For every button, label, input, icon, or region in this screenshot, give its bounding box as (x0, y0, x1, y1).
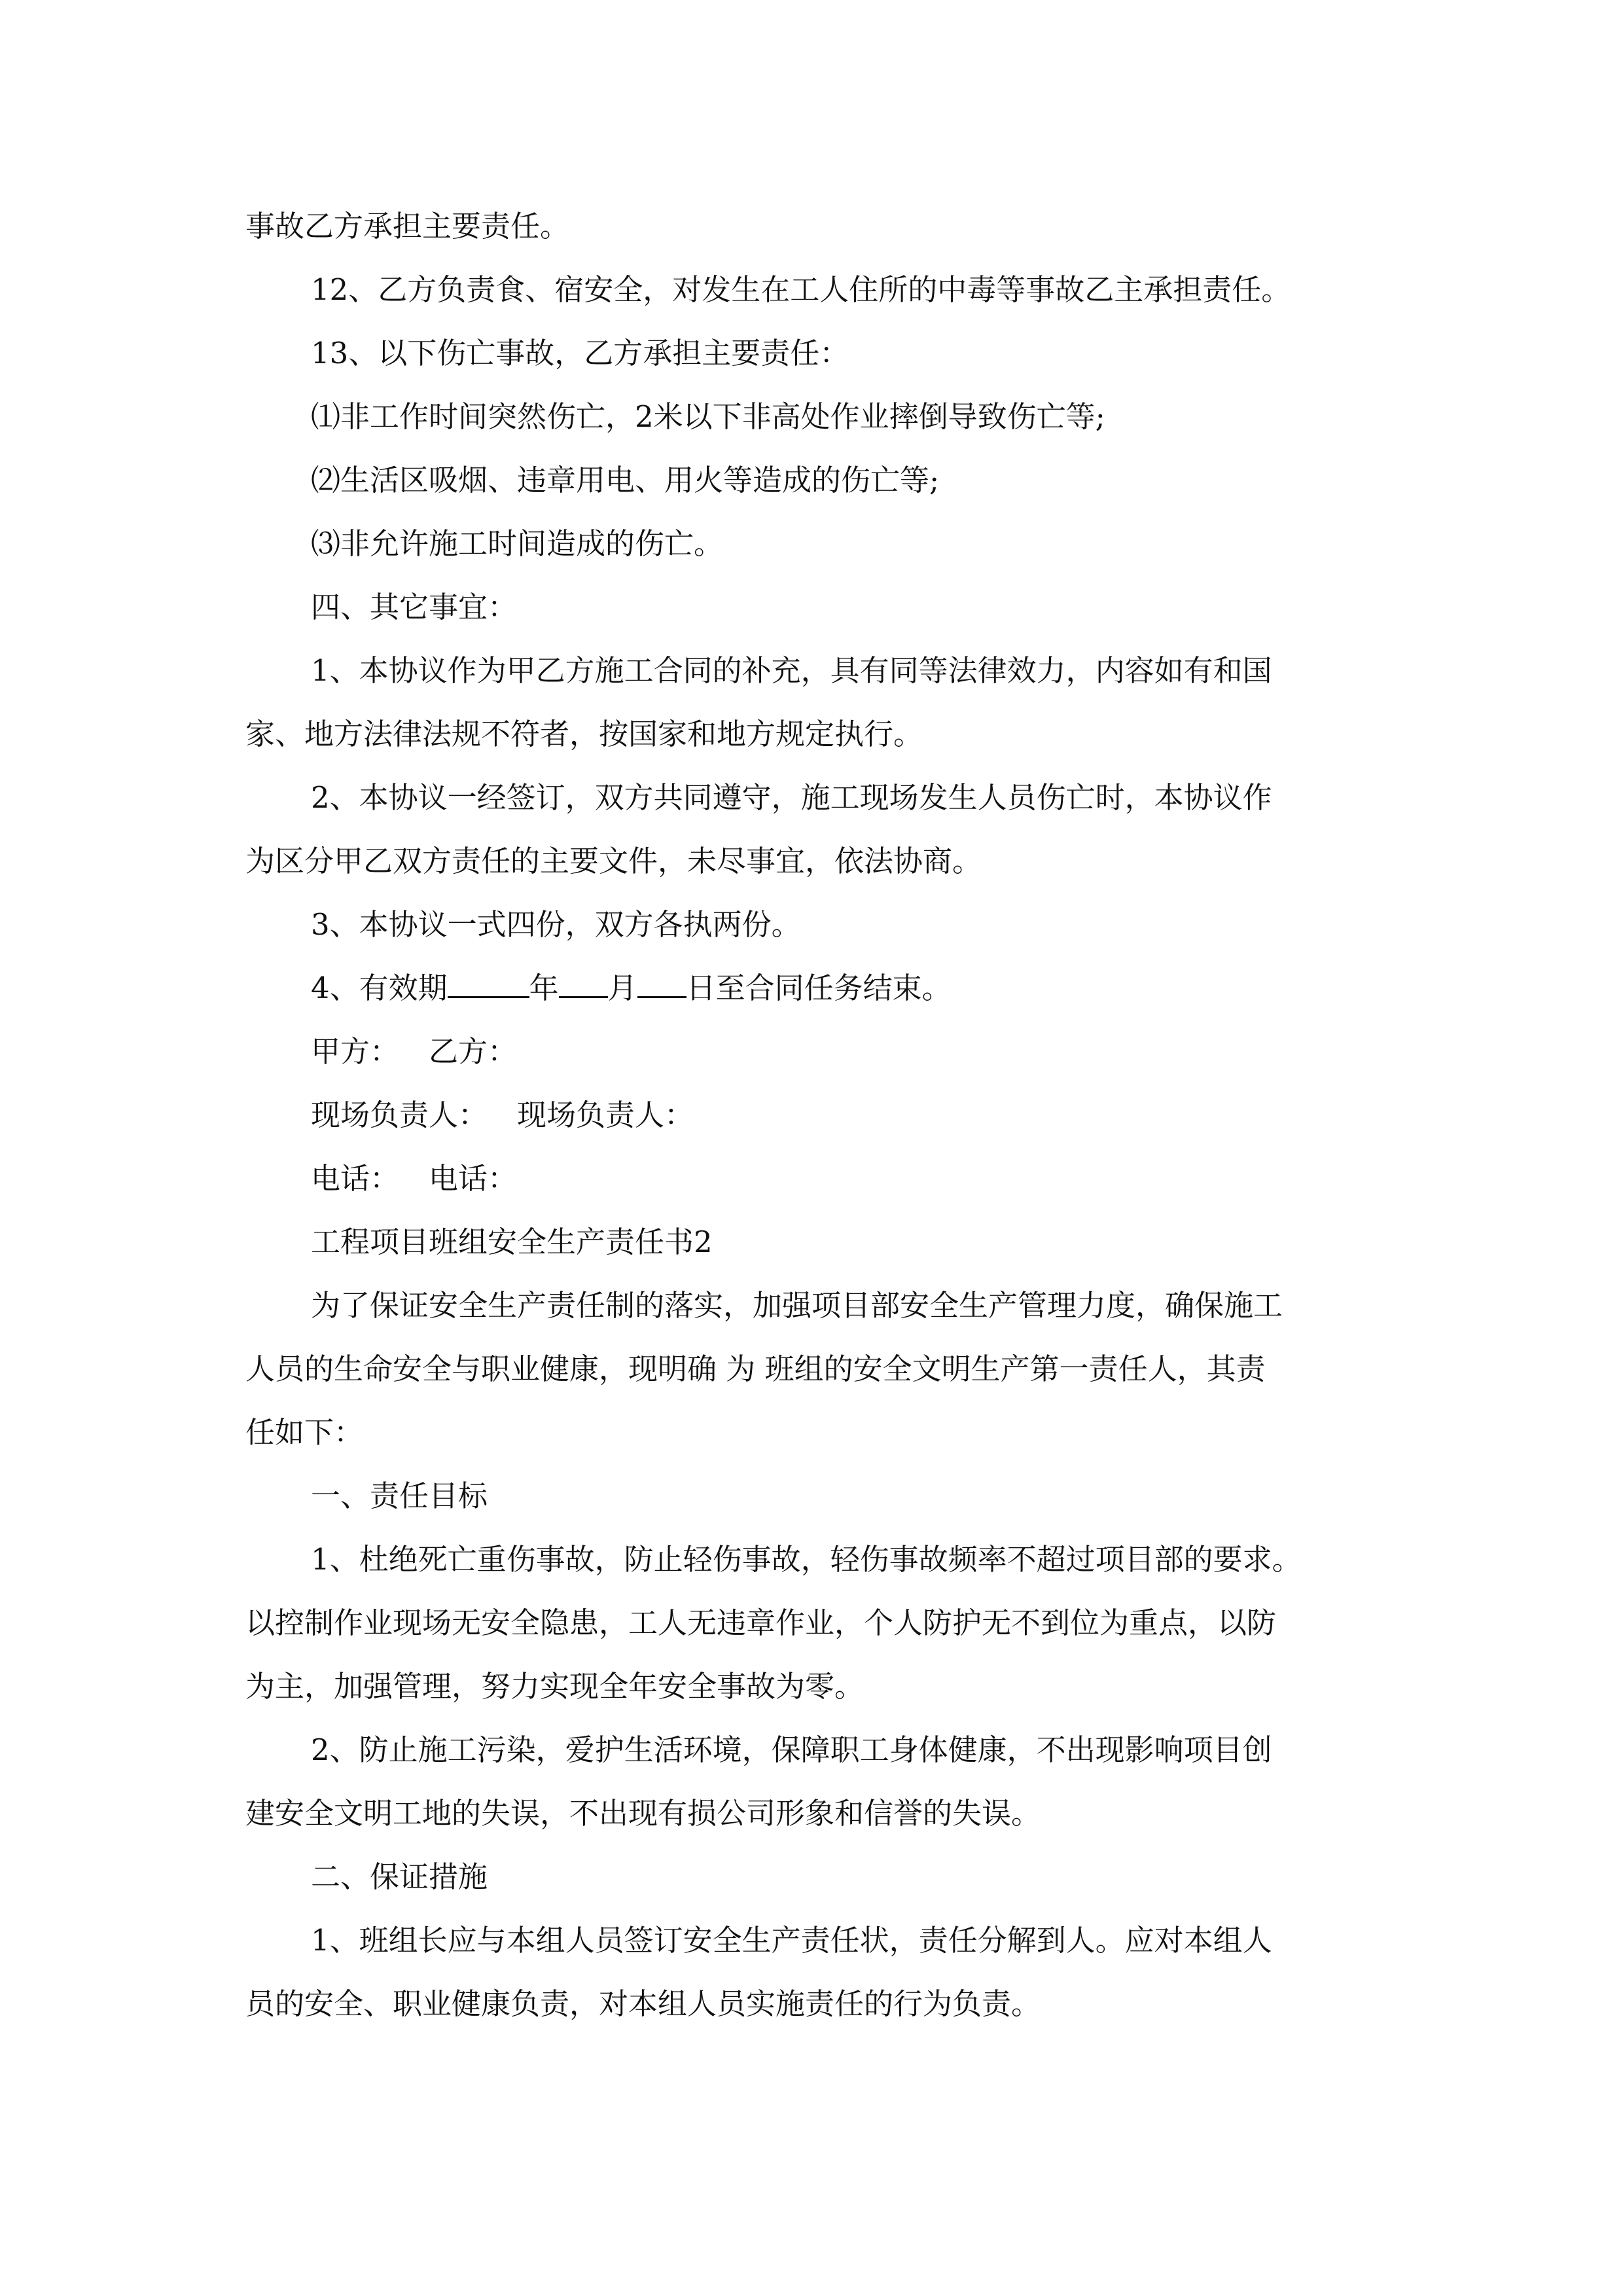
paragraph-line: 员的安全、职业健康负责，对本组人员实施责任的行为负责。 (245, 1986, 1041, 2021)
phone-b-label: 电话： (429, 1161, 518, 1196)
site-head-b-label: 现场负责人： (517, 1098, 694, 1132)
party-b-label: 乙方： (429, 1034, 518, 1069)
signature-phones (245, 1147, 1397, 1210)
paragraph-line: 以控制作业现场无安全隐患，工人无违章作业，个人防护无不到位为重点，以防 (245, 1605, 1277, 1640)
paragraph-line: 2、防止施工污染，爱护生活环境，保障职工身体健康，不出现影响项目创 (311, 1732, 1272, 1767)
party-a-label: 甲方： (311, 1034, 400, 1069)
signature-site-heads (245, 1083, 1397, 1147)
document-body (245, 194, 1397, 2036)
validity-suffix: 日至合同任务结束。 (686, 971, 952, 1005)
validity-month: 月 (607, 971, 637, 1005)
paragraph-line: 1、杜绝死亡重伤事故，防止轻伤事故，轻伤事故频率不超过项目部的要求。 (311, 1542, 1302, 1577)
paragraph-line: 人员的生命安全与职业健康，现明确 为 班组的安全文明生产第一责任人，其责 (245, 1352, 1266, 1386)
paragraph-line: 1、班组长应与本组人员签订安全生产责任状，责任分解到人。应对本组人 (311, 1923, 1272, 1958)
paragraph-line: 事故乙方承担主要责任。 (245, 209, 570, 243)
paragraph-line: ⑵生活区吸烟、违章用电、用火等造成的伤亡等; (311, 463, 940, 497)
paragraph-line: 1、本协议作为甲乙方施工合同的补充，具有同等法律效力，内容如有和国 (311, 653, 1272, 688)
paragraph-line: 为区分甲乙双方责任的主要文件，未尽事宜，依法协商。 (245, 844, 982, 878)
paragraph-line: 为了保证安全生产责任制的落实，加强项目部安全生产管理力度，确保施工 (311, 1288, 1283, 1323)
paragraph-line: 13、以下伤亡事故，乙方承担主要责任： (311, 336, 849, 370)
paragraph-line: 任如下： (245, 1415, 364, 1450)
validity-year: 年 (529, 971, 559, 1005)
paragraph-line: 12、乙方负责食、宿安全，对发生在工人住所的中毒等事故乙主承担责任。 (311, 272, 1291, 307)
day-blank (637, 970, 687, 998)
section-heading: 二、保证措施 (311, 1859, 488, 1894)
site-head-a-label: 现场负责人： (311, 1098, 488, 1132)
section-heading: 一、责任目标 (311, 1479, 488, 1513)
section-heading: 四、其它事宜： (311, 590, 518, 624)
paragraph-line: ⑶非允许施工时间造成的伤亡。 (311, 526, 724, 561)
year-blank (448, 970, 529, 998)
signature-parties (245, 1020, 1397, 1083)
paragraph-line: 建安全文明工地的失误，不出现有损公司形象和信誉的失误。 (245, 1796, 1041, 1831)
validity-prefix: 4、有效期 (311, 971, 448, 1005)
month-blank (559, 970, 608, 998)
paragraph-line: 2、本协议一经签订，双方共同遵守，施工现场发生人员伤亡时，本协议作 (311, 780, 1272, 815)
paragraph-line: 3、本协议一式四份，双方各执两份。 (311, 907, 801, 942)
validity-line (245, 956, 1397, 1020)
paragraph-line: 家、地方法律法规不符者，按国家和地方规定执行。 (245, 717, 923, 751)
phone-a-label: 电话： (311, 1161, 400, 1196)
paragraph-line: 为主，加强管理，努力实现全年安全事故为零。 (245, 1669, 865, 1704)
document-title: 工程项目班组安全生产责任书2 (311, 1225, 713, 1259)
paragraph-line: ⑴非工作时间突然伤亡，2米以下非高处作业摔倒导致伤亡等; (311, 399, 1105, 434)
